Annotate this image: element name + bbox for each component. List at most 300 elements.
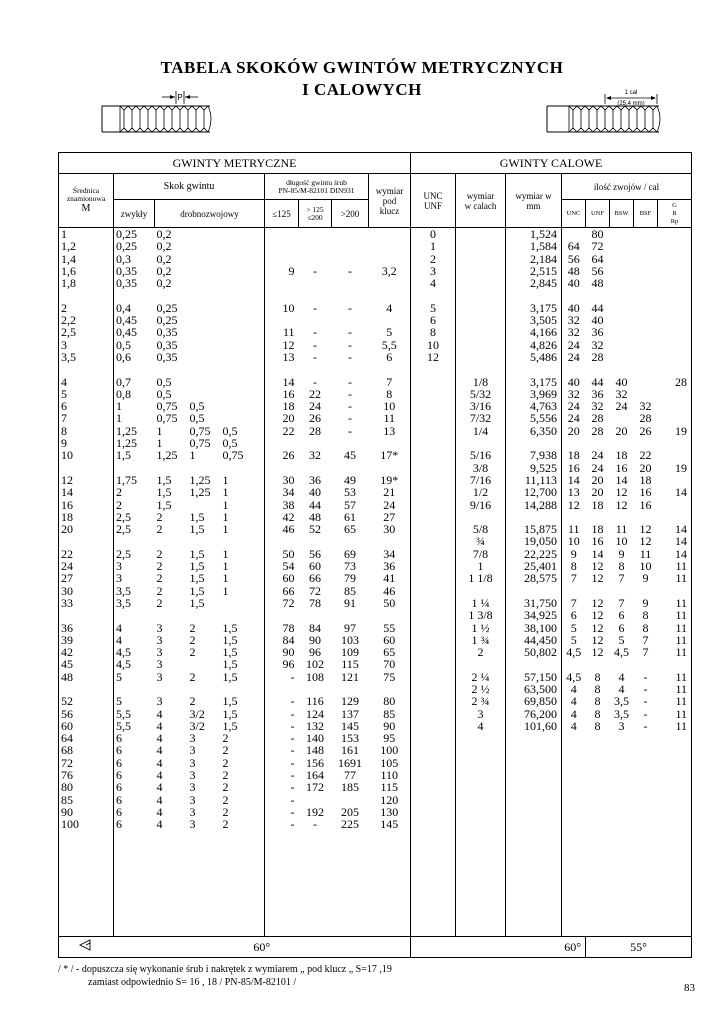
cell-l3 — [332, 289, 369, 301]
cell-m: 68 — [61, 743, 73, 758]
cell-zgr — [658, 351, 692, 363]
cell-zgr: 14 — [675, 534, 688, 549]
cell-d1: 2 — [156, 522, 163, 537]
cell-zbsw — [610, 781, 634, 793]
cell-kl: 95 — [383, 731, 396, 746]
cell-uncn — [411, 646, 455, 658]
thread-profile-cell — [59, 937, 114, 958]
cell-zbsf — [634, 289, 658, 301]
cell-d2: 3 — [189, 743, 196, 758]
cell-zgr — [658, 326, 692, 338]
cell-mm: 15,875 — [524, 522, 557, 537]
cell-d3: 1,5 — [222, 632, 238, 647]
cell-zgr — [658, 302, 692, 314]
cell-cal — [456, 351, 505, 363]
cell-zgr — [658, 277, 692, 289]
cell-d2: 3 — [189, 755, 196, 770]
cell-zunf — [586, 818, 610, 830]
cell-d3 — [221, 265, 265, 277]
cell-d3: 1,5 — [222, 620, 238, 635]
cell-zunc: 4 — [570, 706, 577, 721]
cell-uncn: 4 — [430, 276, 436, 291]
cell-l1: - — [290, 669, 295, 684]
cell-mm: 3,175 — [530, 300, 557, 315]
cell-m: 2 — [61, 300, 67, 315]
cell-d1: 4 — [156, 718, 163, 733]
cell-zw: 0,6 — [116, 349, 131, 364]
cell-mm: 28,575 — [524, 571, 557, 586]
cell-zbsf: 7 — [642, 645, 649, 660]
cell-zbsf — [634, 658, 658, 670]
cell-cal: 5/32 — [469, 386, 492, 401]
cell-zunc: 10 — [567, 534, 580, 549]
cell-zunc: 12 — [567, 497, 580, 512]
cell-zunf — [586, 732, 610, 744]
cell-cal — [456, 806, 505, 818]
cell-zunf: 36 — [591, 325, 604, 340]
cell-l2: - — [313, 349, 317, 364]
cell-uncn — [411, 548, 455, 560]
cell-kl: 8 — [386, 386, 393, 401]
cell-l3: - — [348, 411, 352, 426]
cell-mm — [506, 769, 561, 781]
cell-zgr: 11 — [675, 559, 688, 574]
cell-mm: 22,225 — [524, 546, 557, 561]
col-coarse — [114, 228, 155, 937]
cell-l3: 129 — [341, 694, 359, 709]
cell-m: 52 — [61, 694, 73, 709]
cell-d3: 1,5 — [222, 694, 238, 709]
cell-d2: 1,25 — [189, 485, 211, 500]
cell-zunf: 8 — [594, 706, 601, 721]
cell-zbsf — [634, 376, 658, 388]
cell-m — [59, 289, 113, 301]
cell-zunc: 13 — [567, 485, 580, 500]
cell-zunf: 72 — [591, 239, 604, 254]
cell-zunc — [562, 794, 586, 806]
cell-zunf: 24 — [591, 460, 604, 475]
cell-l3: 225 — [341, 817, 359, 832]
cell-zunc: 5 — [570, 632, 577, 647]
cell-uncn — [411, 597, 455, 609]
cell-l3 — [332, 609, 369, 621]
cell-l3: 1691 — [338, 755, 362, 770]
col-tpi-unc — [562, 228, 586, 937]
col-inch — [456, 228, 506, 937]
cell-l1: - — [290, 755, 295, 770]
cell-zunf — [586, 363, 610, 375]
cell-zbsw: 12 — [615, 497, 628, 512]
cell-d2 — [188, 265, 221, 277]
cell-zw: 6 — [116, 755, 122, 770]
cell-l3: 79 — [344, 571, 356, 586]
cell-l2: 102 — [306, 657, 324, 672]
cell-zbsf — [634, 265, 658, 277]
cell-l2: 22 — [309, 386, 321, 401]
cell-l2 — [299, 609, 332, 621]
cell-zbsf — [634, 228, 658, 240]
cell-zunf: 40 — [591, 313, 604, 328]
cell-zgr — [658, 781, 692, 793]
cell-zunf: 12 — [591, 571, 604, 586]
cell-cal — [456, 265, 505, 277]
cell-zunc: 24 — [567, 399, 580, 414]
cell-zbsf — [634, 302, 658, 314]
cell-zbsf: 26 — [639, 423, 652, 438]
cell-zw: 3 — [116, 559, 122, 574]
cell-zunc: 32 — [567, 386, 580, 401]
pitch-header: Skok gwintu — [114, 174, 265, 200]
cell-uncn: 12 — [427, 349, 439, 364]
cell-uncn — [411, 560, 455, 572]
cell-mm: 3,969 — [530, 386, 557, 401]
cell-uncn — [411, 794, 455, 806]
cell-d3: 0,75 — [222, 448, 244, 463]
cell-l1: 30 — [282, 472, 295, 487]
cell-l3: 77 — [344, 768, 356, 783]
cell-zbsw — [610, 818, 634, 830]
cell-l3: - — [348, 263, 352, 278]
cell-kl: 46 — [383, 583, 396, 598]
cell-zbsw — [610, 757, 634, 769]
cell-cal — [456, 326, 505, 338]
cell-l3 — [332, 240, 369, 252]
cell-cal — [456, 302, 505, 314]
cell-m: 1,6 — [61, 263, 76, 278]
cell-d3 — [221, 240, 265, 252]
cell-zbsw — [610, 228, 634, 240]
cell-kl: 30 — [383, 522, 396, 537]
cell-d1: 0,35 — [156, 337, 178, 352]
cell-kl: 21 — [383, 485, 396, 500]
cell-l2: 148 — [306, 743, 324, 758]
col-unc-number — [411, 228, 456, 937]
cell-l1 — [265, 277, 299, 289]
cell-cal — [456, 781, 505, 793]
cell-zunf: 20 — [591, 472, 604, 487]
cell-zunc: 24 — [567, 349, 580, 364]
cell-zunf: 18 — [591, 522, 604, 537]
cell-kl: 24 — [383, 497, 396, 512]
cell-d3: 2 — [222, 804, 229, 819]
cell-mm: 34,925 — [524, 608, 557, 623]
cell-d2: 1,5 — [189, 546, 205, 561]
sub-unf-header: UNF — [586, 200, 610, 228]
len-mid-header: > 125 ≤200 — [299, 200, 332, 228]
cell-d1: 1,5 — [156, 497, 172, 512]
cell-l1: 20 — [282, 411, 295, 426]
cell-l1: 14 — [282, 374, 295, 389]
cell-l2 — [299, 240, 332, 252]
cell-l3: 109 — [341, 645, 359, 660]
cell-zw — [114, 363, 155, 375]
cell-zw: 1,25 — [116, 436, 137, 451]
cell-zunc — [562, 769, 586, 781]
len-le125-header: ≤125 — [265, 200, 299, 228]
cell-zunc: 18 — [567, 448, 580, 463]
cell-l3: - — [348, 374, 352, 389]
cell-zunc: 32 — [567, 325, 580, 340]
cell-zw: 5 — [116, 694, 122, 709]
len-gt200-header: >200 — [332, 200, 369, 228]
cell-zbsw — [610, 240, 634, 252]
cell-zgr — [658, 412, 692, 424]
cell-zw — [114, 609, 155, 621]
cell-mm: 69,850 — [524, 694, 557, 709]
cell-l3: - — [348, 300, 352, 315]
cell-l3: - — [348, 325, 352, 340]
cell-cal — [456, 732, 505, 744]
cell-zunc: 40 — [567, 300, 580, 315]
cell-d1: 3 — [156, 632, 163, 647]
cell-uncn — [411, 412, 455, 424]
cell-zunf — [586, 744, 610, 756]
cell-uncn: 2 — [430, 251, 436, 266]
cell-l3: 45 — [344, 448, 356, 463]
cell-uncn — [411, 388, 455, 400]
cell-d2 — [188, 376, 221, 388]
cell-zbsw — [610, 794, 634, 806]
cell-zbsf: 32 — [639, 399, 652, 414]
cell-l2: 40 — [309, 485, 321, 500]
cell-kl: 110 — [380, 768, 399, 783]
cell-l2: 156 — [306, 755, 324, 770]
metric-header: GWINTY METRYCZNE — [59, 153, 411, 174]
cell-zgr: 11 — [675, 669, 688, 684]
cell-zunf: 18 — [591, 497, 604, 512]
cell-uncn — [411, 744, 455, 756]
cell-zgr — [658, 314, 692, 326]
cell-zgr: 28 — [675, 374, 688, 389]
cell-kl — [369, 609, 411, 621]
cell-d1: 3 — [156, 657, 163, 672]
cell-d2 — [188, 339, 221, 351]
cell-kl — [369, 228, 411, 240]
cell-cal: 1 ½ — [471, 620, 490, 635]
cell-uncn — [411, 535, 455, 547]
cell-l1: - — [290, 731, 295, 746]
cell-d1: 2 — [156, 583, 163, 598]
cell-mm: 44,450 — [524, 632, 557, 647]
cell-zbsw: 6 — [618, 608, 625, 623]
cell-uncn: 8 — [430, 325, 436, 340]
cell-zunf: 20 — [591, 485, 604, 500]
cell-m: 72 — [61, 755, 73, 770]
cell-d2: 3 — [189, 768, 196, 783]
cell-zgr — [658, 437, 692, 449]
cell-m: 60 — [61, 718, 73, 733]
cell-zgr — [658, 289, 692, 301]
cell-uncn: 1 — [430, 239, 436, 254]
cell-mm: 4,826 — [530, 337, 557, 352]
cell-zgr: 11 — [675, 718, 688, 733]
cell-zgr: 11 — [675, 645, 688, 660]
cell-zgr: 11 — [675, 620, 688, 635]
cell-m: 9 — [61, 436, 67, 451]
cell-zw: 4 — [116, 632, 122, 647]
cell-zw: 2,5 — [116, 546, 131, 561]
cell-zunc: 40 — [567, 276, 580, 291]
cell-l2 — [299, 277, 332, 289]
cell-zbsw — [610, 277, 634, 289]
cell-zgr — [658, 499, 692, 511]
cell-d2 — [188, 277, 221, 289]
cell-uncn — [411, 781, 455, 793]
cell-l2: 84 — [309, 620, 321, 635]
cell-zbsw: 40 — [615, 374, 628, 389]
cell-zw: 1,75 — [116, 472, 137, 487]
cell-mm: 2,184 — [530, 251, 557, 266]
cell-zbsw — [610, 732, 634, 744]
cell-zbsf: 12 — [639, 534, 652, 549]
cell-d2 — [188, 499, 221, 511]
cell-kl: 80 — [383, 694, 396, 709]
cell-mm: 2,845 — [530, 276, 557, 291]
cell-zw: 2 — [116, 497, 122, 512]
cell-d3 — [221, 412, 265, 424]
cell-l2: 172 — [306, 780, 324, 795]
cell-zw: 0,4 — [116, 300, 131, 315]
cell-zw: 6 — [116, 768, 122, 783]
cell-kl: 27 — [383, 509, 396, 524]
cell-zgr: 11 — [675, 632, 688, 647]
cell-l2: 36 — [309, 472, 321, 487]
cell-cal: 1/8 — [472, 374, 489, 389]
inch-header: GWINTY CALOWE — [411, 153, 692, 174]
cell-zunc: 40 — [567, 374, 580, 389]
cell-kl: 34 — [383, 546, 396, 561]
cell-kl: 75 — [383, 669, 396, 684]
cell-cal: 7/8 — [472, 546, 489, 561]
cell-zbsf: 11 — [639, 546, 652, 561]
cell-d3: 1,5 — [222, 706, 238, 721]
cell-zbsf — [634, 794, 658, 806]
cell-m: 18 — [61, 509, 73, 524]
cell-zw: 3,5 — [116, 595, 131, 610]
cell-m: 45 — [61, 657, 73, 672]
page-subtitle: I CALOWYCH — [302, 80, 422, 99]
cell-l1 — [265, 363, 299, 375]
cell-zw: 0,25 — [116, 239, 137, 254]
inch-angle-whitworth: 55° — [586, 937, 692, 958]
cell-m: 1,8 — [61, 276, 76, 291]
cell-zunc — [562, 289, 586, 301]
col-mm — [506, 228, 562, 937]
cell-l3: 85 — [344, 583, 356, 598]
cell-uncn — [411, 818, 455, 830]
cell-kl: 5 — [386, 325, 393, 340]
cell-d1: 0,2 — [156, 227, 172, 241]
cell-m: 100 — [61, 817, 79, 832]
cell-d2 — [188, 326, 221, 338]
cell-zunf: 28 — [591, 411, 604, 426]
cell-l1: - — [290, 718, 295, 733]
cell-cal: 7/32 — [469, 411, 492, 426]
cell-zw: 2,5 — [116, 522, 131, 537]
col-tpi-bsw — [610, 228, 634, 937]
cell-l2 — [299, 289, 332, 301]
cell-m: 42 — [61, 645, 73, 660]
cell-zbsf — [634, 277, 658, 289]
cell-kl — [369, 535, 411, 547]
cell-zunf — [586, 769, 610, 781]
cell-mm — [506, 757, 561, 769]
cell-d2 — [188, 609, 221, 621]
col-len-1 — [265, 228, 299, 937]
cell-d1: 2 — [156, 509, 163, 524]
cell-mm: 5,556 — [530, 411, 557, 426]
cell-l3: 65 — [344, 522, 356, 537]
cell-zbsw — [610, 302, 634, 314]
footnote-line-2: zamiast odpowiednio S= 16 , 18 / PN-85/M-82101 / — [88, 977, 297, 988]
cell-zunf: 44 — [591, 300, 604, 315]
cell-d1: 4 — [156, 755, 163, 770]
cell-zbsf — [634, 806, 658, 818]
cell-mm: 4,763 — [530, 399, 557, 414]
cell-zunf: 28 — [591, 349, 604, 364]
cell-m: 30 — [61, 583, 73, 598]
cell-m: 3,5 — [61, 349, 76, 364]
cell-l2: 192 — [306, 804, 324, 819]
cell-l1: 96 — [282, 657, 295, 672]
cell-zw: 0,45 — [116, 313, 137, 328]
cell-zunc: 16 — [567, 460, 580, 475]
cell-zw: 5,5 — [116, 706, 131, 721]
cell-zunc — [562, 732, 586, 744]
cell-d1 — [155, 535, 188, 547]
cell-l1 — [265, 289, 299, 301]
cell-l1 — [265, 228, 299, 240]
cell-d1: 3 — [156, 669, 163, 684]
cell-zbsw: 18 — [615, 448, 628, 463]
cell-mm: 38,100 — [524, 620, 557, 635]
cell-m: 10 — [61, 448, 73, 463]
cell-m — [59, 363, 113, 375]
cell-zbsf: 18 — [639, 472, 652, 487]
cell-d2 — [188, 289, 221, 301]
cell-d3 — [221, 228, 265, 240]
cell-l1: - — [290, 743, 295, 758]
inch-thread-illustration — [545, 88, 667, 140]
cell-kl: 120 — [380, 792, 399, 807]
cell-cal: 2 — [477, 645, 484, 660]
cell-zw: 0,45 — [116, 325, 137, 340]
cell-l2: 90 — [309, 632, 321, 647]
cell-zbsw — [610, 351, 634, 363]
cell-zgr — [658, 265, 692, 277]
cell-l2: 108 — [306, 669, 324, 684]
cell-uncn — [411, 572, 455, 584]
cell-zunc: 7 — [570, 571, 577, 586]
cell-zw: 5,5 — [116, 718, 131, 733]
coarse-header: zwykły — [114, 200, 155, 228]
cell-l3: 121 — [341, 669, 359, 684]
cell-zbsf: 8 — [642, 608, 649, 623]
cell-m: 2,5 — [61, 325, 76, 340]
cell-zunf: 12 — [591, 632, 604, 647]
cell-d3: 1 — [222, 571, 229, 586]
cell-d1: 3 — [156, 694, 163, 709]
cell-zbsw — [610, 289, 634, 301]
cell-l1: - — [290, 694, 295, 709]
cell-kl — [369, 289, 411, 301]
cell-zunc: 4 — [570, 681, 577, 696]
cell-uncn — [411, 499, 455, 511]
cell-mm: 4,166 — [530, 325, 557, 340]
cell-uncn — [411, 695, 455, 707]
cell-l1: - — [290, 780, 295, 795]
col-fine-3 — [221, 228, 265, 937]
